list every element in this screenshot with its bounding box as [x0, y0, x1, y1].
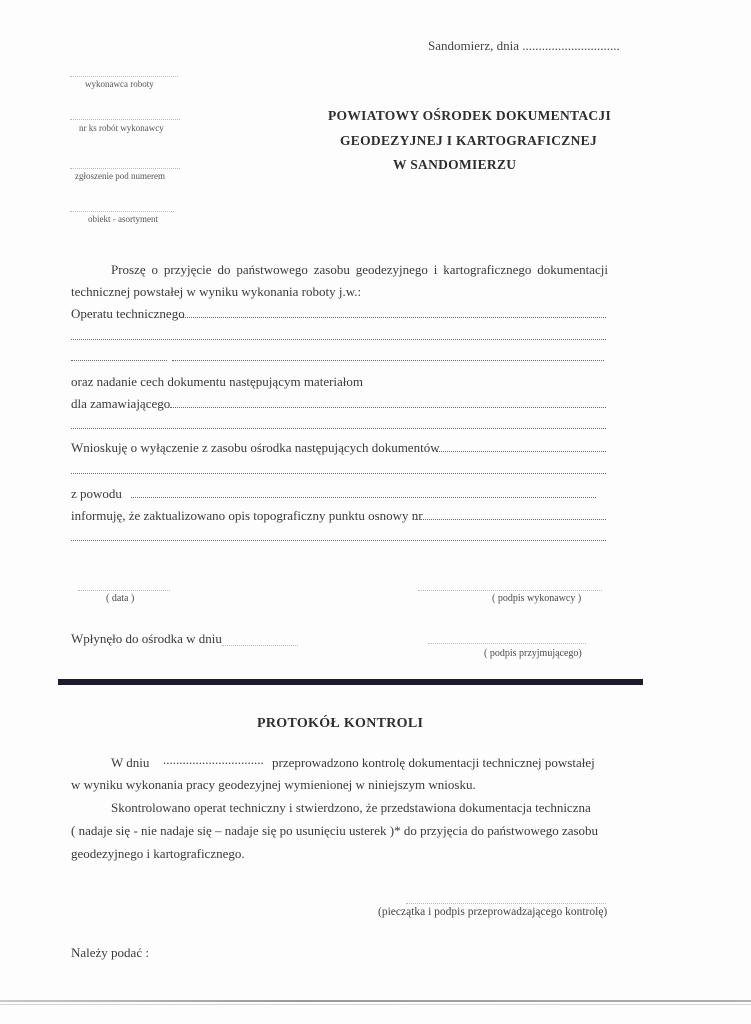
- field-label-nr-ks: nr ks robót wykonawcy: [79, 123, 164, 133]
- field-line-nr-ks[interactable]: [70, 119, 180, 120]
- operat-field-line3b[interactable]: [172, 360, 604, 361]
- stamp-caption: (pieczątka i podpis przeprowadzającego kontrolę): [378, 906, 608, 918]
- zamawiajacy-label: dla zamawiającego: [71, 396, 171, 411]
- field-line-obiekt[interactable]: [70, 211, 174, 212]
- protocol-line1-rest: przeprowadzono kontrolę dokumentacji technicznej powstałej: [272, 755, 595, 770]
- wylaczenie-label: Wnioskuję o wyłączenie z zasobu ośrodka następujących dokumentów: [71, 440, 440, 455]
- data-caption: ( data ): [106, 593, 135, 604]
- field-line-wykonawca[interactable]: [70, 76, 178, 77]
- protocol-line5: geodezyjnego i kartograficznego.: [71, 846, 245, 861]
- podpis-wykonawcy-caption: ( podpis wykonawcy ): [492, 593, 582, 604]
- institution-line-1: POWIATOWY OŚRODEK DOKUMENTACJI: [328, 108, 612, 123]
- protocol-w-dniu: W dniu: [111, 755, 150, 770]
- podpis-wykonawcy-line[interactable]: [418, 590, 602, 591]
- request-intro-line2: technicznej powstałej w wyniku wykonania roboty j.w.:: [71, 284, 362, 299]
- institution-line-3: W SANDOMIERZU: [393, 157, 517, 172]
- protocol-line3: Skontrolowano operat techniczny i stwierdzono, że przedstawiona dokumentacja techniczna: [111, 800, 591, 815]
- bottom-page-edge-shadow: [0, 1004, 751, 1005]
- zamawiajacy-field-line2[interactable]: [71, 428, 606, 429]
- field-label-obiekt: obiekt - asortyment: [88, 214, 158, 224]
- operat-label: Operatu technicznego: [71, 306, 185, 321]
- operat-field-line2[interactable]: [71, 339, 606, 340]
- bottom-page-edge: [0, 1000, 751, 1002]
- protocol-line4: ( nadaje się - nie nadaje się – nadaje się po usunięciu usterek )* do przyjęcia do państwowego zasobu: [71, 823, 599, 838]
- informuje-field[interactable]: [415, 519, 606, 520]
- wylaczenie-field-line2[interactable]: [71, 473, 606, 474]
- operat-field[interactable]: [180, 317, 606, 318]
- protocol-title: PROTOKÓŁ KONTROLI: [257, 716, 424, 731]
- field-label-zgloszenie: zgłoszenie pod numerem: [75, 171, 165, 181]
- nalezy-podac-label: Należy podać :: [71, 945, 149, 960]
- protocol-line2: w wyniku wykonania pracy geodezyjnej wymienionej w niniejszym wniosku.: [71, 777, 476, 792]
- institution-line-2: GEODEZYJNEJ I KARTOGRAFICZNEJ: [340, 133, 598, 148]
- section-divider: [58, 679, 643, 685]
- wylaczenie-field[interactable]: [436, 451, 606, 452]
- podpis-przyjmujacego-line[interactable]: [428, 643, 586, 644]
- place-date[interactable]: Sandomierz, dnia ..............................: [428, 38, 620, 53]
- podpis-przyjmujacego-caption: ( podpis przyjmującego): [484, 648, 582, 659]
- cechy-line: oraz nadanie cech dokumentu następującym materiałom: [71, 374, 364, 389]
- powod-field[interactable]: [131, 497, 596, 498]
- informuje-field-line2[interactable]: [71, 540, 606, 541]
- wplynelo-field[interactable]: [222, 645, 298, 646]
- field-label-wykonawca: wykonawca roboty: [85, 79, 154, 89]
- stamp-signature-line[interactable]: [406, 903, 606, 904]
- operat-field-line3a[interactable]: [71, 360, 167, 361]
- field-line-zgloszenie[interactable]: [70, 168, 180, 169]
- wplynelo-label: Wpłynęło do ośrodka w dniu: [71, 631, 222, 646]
- data-signature-line[interactable]: [78, 590, 170, 591]
- zamawiajacy-field[interactable]: [170, 407, 606, 408]
- request-intro-line1: Proszę o przyjęcie do państwowego zasobu geodezyjnego i kartograficznego dokumentacji: [111, 262, 608, 277]
- powod-label: z powodu: [71, 486, 122, 501]
- protocol-date-field[interactable]: ...............................: [163, 752, 264, 767]
- informuje-label: informuję, że zaktualizowano opis topograficzny punktu osnowy nr: [71, 508, 423, 523]
